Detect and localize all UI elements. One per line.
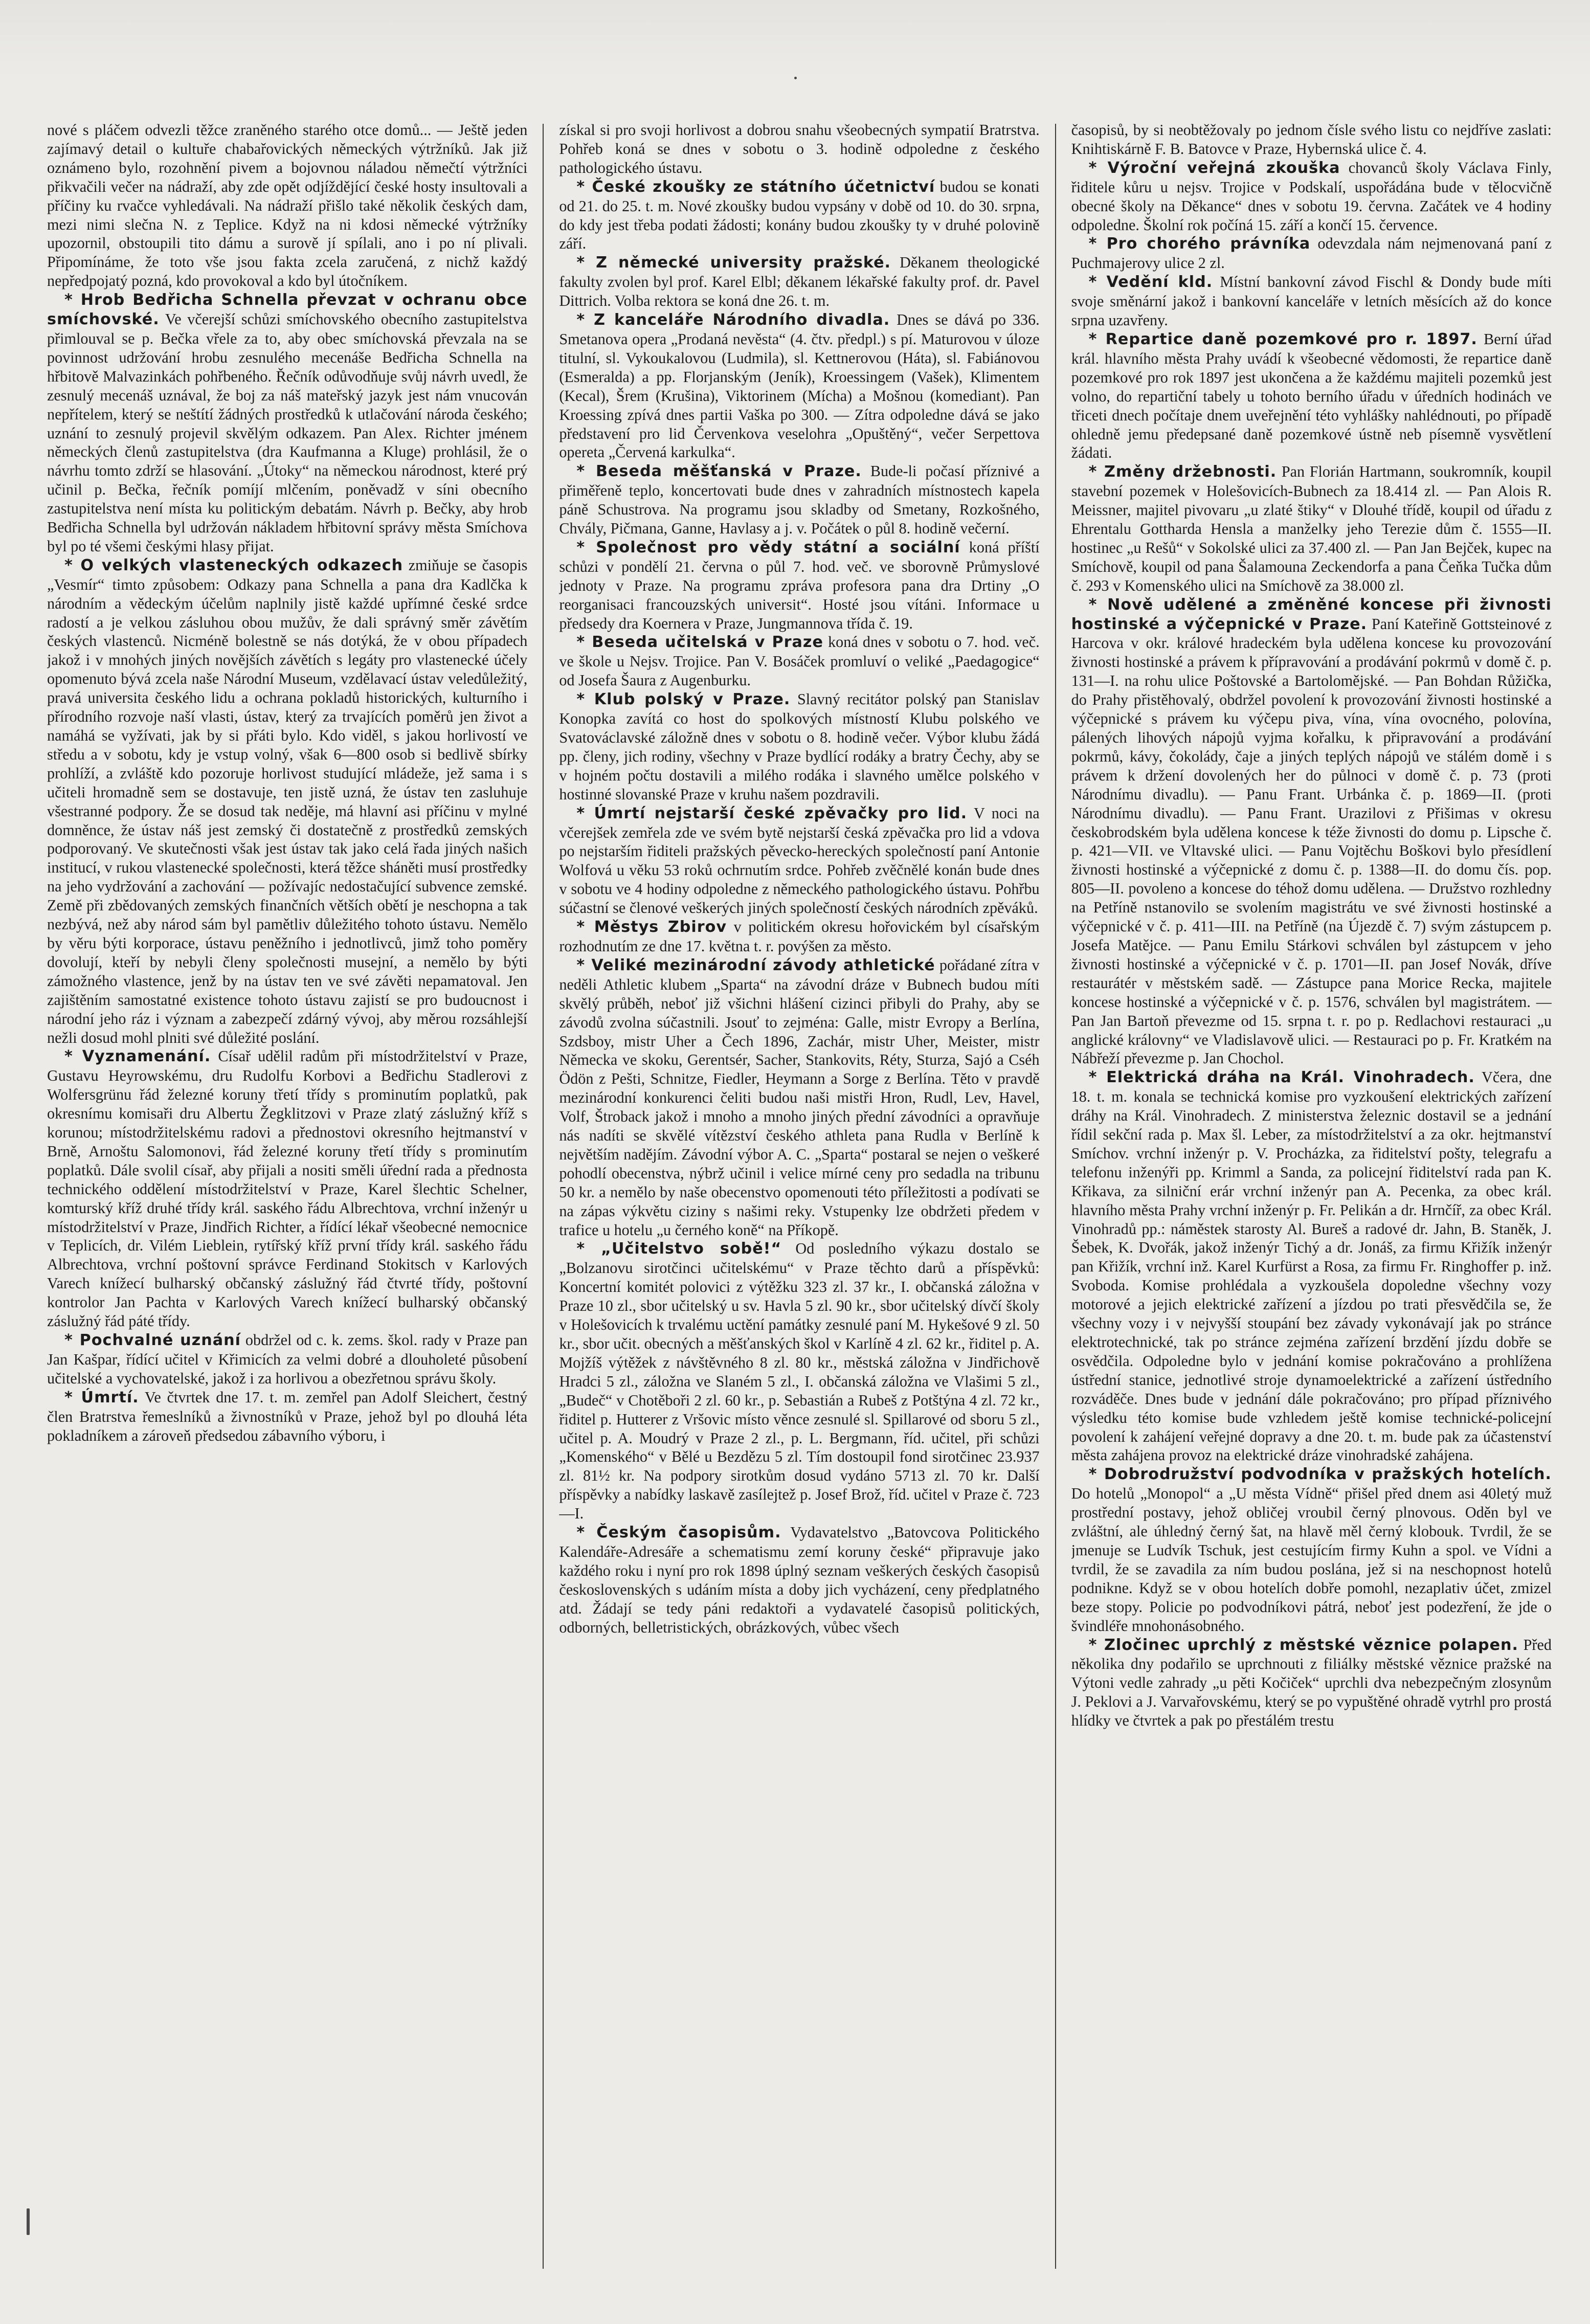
article-heading: * O velkých vlasteneckých odkazech: [64, 556, 404, 574]
article-paragraph: [559, 1523, 1039, 1637]
article-text: Místní bankovní závod Fischl & Dondy bude míti svoje směnární jakož i bankovní kanceláře v letních měsících až do konce srpna uzavřeny.: [1071, 273, 1552, 329]
article-paragraph: [559, 804, 1039, 918]
article-text: Ve čtvrtek dne 17. t. m. zemřel pan Adolf Sleichert, čestný člen Bratrstva řemeslníků a živnostníků v Praze, jehož byl po dlouhá léta pokladníkem a zároveň předsedou zábavního výboru, i: [47, 1388, 528, 1444]
article-heading: * České zkoušky ze státního účetnictví: [576, 177, 935, 196]
article-text: chovanců školy Václava Finly, řiditele kůru u nejsv. Trojice v Podskalí, uspořádána bude v tělocvičně obecné školy na Děkance“ dnes v sobotu 19. června. Začátek ve 4 hodiny odpoledne. Školní rok počíná 15. září a končí 15. července.: [1071, 159, 1552, 234]
article-paragraph: [47, 1331, 527, 1388]
article-paragraph: [1071, 121, 1552, 159]
article-paragraph: [559, 177, 1039, 254]
article-paragraph: [559, 538, 1039, 633]
article-heading: * Elektrická dráha na Král. Vinohradech.: [1088, 1068, 1475, 1087]
article-heading: * Z kanceláře Národního divadla.: [576, 311, 890, 329]
article-text: odevzdala nám nejmenovaná paní z Puchmajerovy ulice 2 zl.: [1071, 235, 1552, 272]
article-paragraph: [47, 556, 527, 1047]
article-paragraph: [559, 1239, 1039, 1523]
newspaper-page: [47, 121, 1552, 2269]
article-paragraph: [559, 310, 1039, 462]
article-heading: * Zločinec uprchlý z městské věznice polapen.: [1088, 1636, 1519, 1654]
article-paragraph: [559, 690, 1039, 803]
article-paragraph: [1071, 1068, 1552, 1465]
article-text: Císař udělil radům při místodržitelství v Praze, Gustavu Heyrowskému, dru Rudolfu Korbovi a Bedřichu Stadlerovi z Wolfersgrünu řád železné koruny třetí třídy s prominutím poplatků, pak okresnímu komisaři dru Albertu Žegklitzovi v Praze zlatý záslužný kříž s korunou; místodržitelskému radovi a přednostovi okresního hejtmanství v Brně, Arnoštu Salomonovi, řád železné koruny třetí třídy s prominutím poplatků. Dále svolil císař, aby přijali a nositi směli úřední rada a přednosta technického oddělení místodržitelství v Praze, Karel šlechtic Schelner, komturský kříž druhé třídy král. saského řádu Albrechtova, vrchní inženýr u místodržitelství v Praze, Jindřich Richter, a řídící lékař všeobecné nemocnice v Teplicích, dr. Vilém Lieblein, rytířský kříž první třídy král. saského řádu Albrechtova, vrchní poštovní správce Ferdinand Stokitsch v Karlových Varech knížecí bulharský občanský záslužný řád čtvrté třídy, poštovní kontrolor Jan Pachta v Karlových Varech knížecí bulharský občanský záslužný řád páté třídy.: [47, 1047, 528, 1330]
article-text: Pan Florián Hartmann, soukromník, koupil stavební pozemek v Holešovicích-Bubnech za 18.414 zl. — Pan Alois R. Meissner, majitel pivovaru „u zlaté štiky“ v Dlouhé třídě, koupil od úřadu z Ehrentalu Gottharda Hensla a manželky jeho Terezie dům č. 1555—II. hostinec „u Rešů“ v Sokolské ulici za 37.400 zl. — Pan Jan Bejček, kupec na Smíchově, koupil od pana Šalamouna Zeckendorfa a pana Čeňka Tučka dům č. 293 v Komenského ulici na Smíchově za 38.000 zl.: [1071, 463, 1552, 594]
article-text: Od posledního výkazu dostalo se „Bolzanovu sirotčinci učitelskému“ v Praze těchto darů a příspěvků: Koncertní komitét polovici z výtěžku 323 zl. 37 kr., I. občanská záložna v Praze 10 zl., sbor učitelský u sv. Havla 5 zl. 90 kr., sbor učitelský dívčí školy v Holešovicích k trvalému uctění památky zesnulé paní M. Hykešové 9 zl. 50 kr., sbor učit. obecných a měšťanských škol v Karlíně 4 zl. 62 kr., řiditel p. A. Mojžíš výtěžek z návštěvného 8 zl. 80 kr., městská záložna v Jindřichově Hradci 5 zl., záložna ve Slaném 5 zl., I. občanská záložna ve Vlašimi 5 zl., „Budeč“ v Chotěboři 2 zl. 60 kr., p. Sebastián a Rubeš z Potštýna 4 zl. 72 kr., řiditel p. Hutterer z Vršovic místo věnce zesnulé sl. Spillarové od sboru 5 zl., učitel p. A. Moudrý v Praze 2 zl., p. L. Bergmann, říd. učitel, při schůzi „Komenského“ v Bělé u Bezdězu 5 zl. Tím dostoupil fond sirotčinec 23.937 zl. 81½ kr. Na podpory sirotkům dosud vydáno 5713 zl. 70 kr. Další příspěvky a nabídky laskavě zasílejtež p. Josef Brož, říd. učitel v Praze č. 723—I.: [559, 1240, 1040, 1523]
article-paragraph: [47, 1047, 527, 1331]
article-heading: * Společnost pro vědy státní a sociální: [576, 538, 960, 556]
article-heading: * Dobrodružství podvodníka v pražských hotelích.: [1088, 1465, 1552, 1484]
article-text: Ve včerejší schůzi smíchovského obecního zastupitelstva přimlouval se p. Bečka vřele za to, aby obec smíchovská převzala na se povinnost udržování hrobu zesnulého mecenáše Bedřicha Schnella na hřbitově Malvazinkách pohřbeného. Řečník odůvodňuje svůj návrh uvedl, že zesnulý mecenáš uznával, že boj za náš mateřský jazyk jest nám vnucován nepřítelem, který se neštítí žádných prostředků k utlačování národa českého; uznání to zesnulý projevil skvělým odkazem. Pan Alex. Richter jménem německých členů zastupitelstva (dra Kaufmanna a Kluge) prohlásil, že o návrhu tomto zdrží se hlasování. „Útoky“ na německou národnost, které prý učinil p. Bečka, řečník pomíjí mlčením, poněvadž v síni obecního zastupitelstva není místa ku politickým debatám. Návrh p. Bečky, aby hrob Bedřicha Schnella byl udržován nákladem hřbitovní správy města Smíchova byl po té všemi českými hlasy přijat.: [47, 310, 528, 555]
article-heading: * Úmrtí.: [64, 1388, 139, 1406]
article-paragraph: [1071, 462, 1552, 595]
article-heading: * Pro chorého právníka: [1088, 235, 1311, 253]
article-paragraph: [1071, 159, 1552, 235]
article-heading: * „Učitelstvo sobě!“: [576, 1240, 782, 1258]
column-rule: [543, 124, 544, 2269]
column-3: [1071, 121, 1552, 2269]
article-heading: * Beseda měšťanská v Praze.: [576, 462, 862, 481]
article-paragraph: [559, 633, 1039, 690]
article-text: Bude-li počasí příznivé a přiměřeně teplo, koncertovati bude dnes v zahradních místnostech kapela páně Schustrova. Na programu jsou skladby od Smetany, Rozkošného, Chvály, Pičmana, Ganne, Havlasy a j. v. Počátek o půl 8. hodině večerní.: [559, 462, 1040, 538]
article-text: Paní Kateřině Gottsteinové z Harcova v okr. králové hradeckém byla udělena koncese ku provozování živnosti hostinské a právem k přípravování a prodávání pokrmů v domě č. p. 131—I. na rohu ulice Poštovské a Bartolomějské. — Pan Bohdan Růžička, do Prahy přistěhovalý, obdržel povolení k provozování živnosti hostinské a výčepnické s právem ku výčepu piva, vína, vína ovocného, polovína, pálených lihových nápojů vyjma kořalku, k připravování a prodávání pokrmů, kávy, čokolády, čaje a jiných teplých nápojů ve stálém domě i s právem k držení dovolených her do půlnoci v domě č. p. 73 (proti Národnímu divadlu). — Panu Frant. Urbánka č. p. 1869—II. (proti Národnímu divadlu). — Panu Frant. Urazilovi z Přišimas v okresu českobrodském byla udělena koncese k téže živnosti do domu p. Lipsche č. p. 421—VII. ve Vltavské ulici. — Panu Vojtěchu Boškovi bylo přesídlení živnosti hostinské a výčepnické z domu č. p. 1388—II. do domu čís. pop. 805—II. povoleno a koncese do téhož domu udělena. — Družstvo rozhledny na Petříně nstanovilo se svolením magistrátu ve své živnosti hostinské a výčepnické v č. p. 411—III. na Petříně (na Újezdě č. 7) svým zástupcem p. Josefa Matějce. — Panu Emilu Stárkovi schválen byl zástupcem v jeho živnosti hostinské a výčepnické v č. p. 1701—II. pan Josef Novák, dříve restaurátér v městském sadě. — Zástupce pana Morice Recka, majitele koncese hostinské a výčepnické v č. p. 1576, schválen byl magistrátem. — Pan Jan Bartoň převezme od 15. srpna t. r. po p. Redlachovi restauraci „u anglické královny“ ve Vladislavově ulici. — Restauraci po p. Fr. Kratkém na Nábřeží převezme p. Jan Chochol.: [1071, 615, 1552, 1067]
article-text: zmiňuje se časopis „Vesmír“ timto způsobem: Odkazy pana Schnella a pana dra Kadlčka k národním a vědeckým účelům naplnily jistě každé upřímné české srdce radostí a je velkou zásluhou obou mužův, že dali správný směr závětím českých vlastenců. Nicméně bolestně se nás dotýká, že v obou případech jakož i v mnohých jiných novějších závětích s legáty pro vlastenecké účely opomenuto bývá zcela naše Národní Museum, vzdělavací ústav veledůležitý, pravá universita českého lidu a ochrana pokladů historických, kulturního i přírodního rozvoje naší vlasti, ústav, který za trvajících poměrů jen život a namáhá se vyžívati, jak by si přáti bylo. Kdo viděl, s jakou horlivostí ve středu a v sobotu, kdy je vstup volný, však 6—800 osob si bedlivě sbírky prohlíží, a zvláště kdo pozoruje horlivost studující mládeže, jež sama i s učiteli hromadně sem se dostavuje, ten jistě uzná, že ústav ten zasluhuje všestranné podpory. Že se dosud tak neděje, má hlavní asi příčinu v mylné domněnce, že ústav náš jest zemský či dostatečně z prostředků zemských podporovaný. Ve skutečnosti však jest ústav tak jako celá řada jiných našich institucí, v rukou vlastenecké společnosti, která těžce sháněti musí prostředky na jeho vydržování a zachování — požívajíc nedostačující subvence zemské. Země při zbědovaných zemských finančních větších obětí je neschopna a tak nezbývá, než aby národ sám byl pamětliv důležitého tohoto ústavu. Nemělo by věru býti korporace, ústavu peněžního i jednotlivců, jimž toho poměry dovolují, kteří by nebyli členy společnosti musejní, a nemělo by býti zámožného vlastence, jenž by na ústav ten ve své závěti nepamatoval. Jen zajištěním samostatné existence tohoto ústavu zajistí se pro budoucnost i národní jeho ráz i význam a zabezpečí zdárný vývoj, aby měrou rozsáhlejší nežli dosud mohl plniti své důležité poslání.: [47, 556, 528, 1046]
article-paragraph: [1071, 234, 1552, 273]
article-heading: * Českým časopisům.: [576, 1524, 781, 1542]
article-heading: * Pochvalné uznání: [64, 1331, 241, 1349]
article-text: časopisů, by si neobtěžovaly po jednom čísle svého listu co nejdříve zaslati: Knihtiskárně F. B. Batovce v Praze, Hybernská ulice č. 4.: [1071, 121, 1552, 158]
article-heading: * Nově udělené a změněné koncese při živnosti hostinské a výčepnické v Praze.: [1071, 595, 1552, 633]
article-paragraph: [47, 121, 527, 290]
article-heading: * Městys Zbirov: [576, 918, 727, 936]
article-heading: * Repartice daně pozemkové pro r. 1897.: [1088, 330, 1477, 348]
article-text: Slavný recitátor polský pan Stanislav Konopka zavítá co host do spolkových místností Klubu polského ve Svatováclavské záložně dnes v sobotu o 8. hodině večer. Výbor klubu žádá pp. členy, jich rodiny, všechny v Praze bydlící rodáky a bratry Čechy, aby se v hojném počtu dostavili a milého rodáka i slavného umělce polského v hostinné slovanské Praze v kruhu našem pozdravili.: [559, 690, 1040, 803]
article-heading: * Hrob Bedřicha Schnella převzat v ochranu obce smíchovské.: [47, 291, 528, 329]
article-paragraph: [559, 462, 1039, 538]
article-text: Berní úřad král. hlavního města Prahy uvádí k všeobecné vědomosti, že repartice daně pozemkové pro rok 1897 jest ukončena a že každému majiteli pozemků jest volno, do repartiční tabely u tohoto berního úřadu v úředních hodinách ve třiceti dnech počítaje dnem uveřejnění této vyhlášky nahlédnouti, po případě ohledně jemu předepsané daně pozemkové ústně neb písemně vysvětlení žádati.: [1071, 330, 1552, 462]
article-heading: * Klub polský v Praze.: [576, 690, 791, 709]
article-heading: * Z německé university pražské.: [576, 254, 891, 272]
article-text: v politickém okresu hořovickém byl císařským rozhodnutím ze dne 17. května t. r. povýšen za město.: [559, 918, 1040, 955]
article-heading: * Vedění kld.: [1088, 273, 1213, 292]
column-2: [559, 121, 1039, 2269]
article-paragraph: [559, 253, 1039, 310]
article-text: Včera, dne 18. t. m. konala se technická komise pro vyzkoušení elektrických zařízení dráhy na Král. Vinohradech. Z ministerstva železnic dostavil se a jednání řídil sekční rada p. Max šl. Leber, za místodržitelství a za okr. hejtmanství Smíchov. vrchní inženýr p. V. Procházka, za řiditelství pošty, telegrafu a telefonu inženýři pp. Krimml a Sanda, za policejní řiditelství rada pan K. Křikava, za silniční erár vrchní inženýr pan A. Pecenka, za obec král. hlavního města Prahy vrchní inženýr p. Fr. Pelikán a dr. Hrnčíř, za obec Král. Vinohradů pp.: náměstek starosty Al. Bureš a radové dr. Jahn, B. Staněk, J. Šebek, K. Dvořák, jakož inženýr Tichý a dr. Jonáš, za firmu Křižík inženýr pan Křižík, vrchní inž. Karel Kurfürst a Rosa, za firmu Fr. Ringhoffer p. inž. Svoboda. Komise prohlédala a vyzkoušela dopoledne všechny vozy motorové a jejich elektrické zařízení a jízdou po trati přesvědčila se, že všechny vozy i v nejvyšší stoupání bez závady vykonávají jak po stránce elektrotechnické, tak po stránce zejména zařízení brzdění jízdu dobře se osvědčila. Odpoledne bylo v jednání komise pokračováno a prohlížena ústřední stanice, jednotlivé stroje dynamoelektrické a zařízení ústředního rozváděče. Dnes bude v jednání dále pokračováno; pro případ příznivého výsledku této komise bude vzhledem ještě komise technické-policejní povolení k zahájení veřejné dopravy a dne 20. t. m. bude pak za účastenství města zahájena provoz na elektrické dráze vinohradské zahájena.: [1071, 1068, 1552, 1464]
article-text: Děkanem theologické fakulty zvolen byl prof. Karel Elbl; děkanem lékařské fakulty prof. dr. Pavel Dittrich. Volba rektora se koná dne 26. t. m.: [559, 254, 1040, 310]
article-text: Vydavatelstvo „Batovcova Politického Kalendáře-Adresáře a schematismu zemí koruny české“ připravuje jako každého roku i nyní pro rok 1898 úplný seznam veškerých českých časopisů československých s udáním místa a doby jich vycházení, ceny předplatného atd. Žádají se tedy páni redaktoři a vydavatelé časopisů politických, odborných, belletristických, obrázkových, vůbec všech: [559, 1524, 1040, 1636]
article-paragraph: [1071, 273, 1552, 330]
article-text: koná příští schůzi v pondělí 21. června o půl 7. hod. več. ve sborovně Průmyslové jednoty v Praze. Na programu zpráva profesora pana dra Drtiny „O reorganisaci francouzských universit“. Hosté jsou vítáni. Informace u předsedy dra Koernera v Praze, Jungmannova třída č. 19.: [559, 538, 1040, 632]
article-text: Před několika dny podařilo se uprchnouti z filiálky městské věznice pražské na Výtoni vedle zahrady „u pěti Kočiček“ uprchli dva nebezpečným zlosynům J. Peklovi a J. Varvařovskému, který se po vypuštěné ohradě vytrhl pro prostá hlídky ve čtvrtek a pak po přestálém trestu: [1071, 1636, 1552, 1730]
article-heading: * Veliké mezinárodní závody athletické: [576, 956, 935, 974]
column-1: [47, 121, 527, 2269]
article-paragraph: [1071, 1636, 1552, 1731]
scan-top-shade: [0, 0, 1590, 77]
article-heading: * Výroční veřejná zkouška: [1088, 159, 1340, 177]
article-text: nové s pláčem odvezli těžce zraněného starého otce domů... — Ještě jeden zajímavý detail o kultuře chabařovických německých výtržníků. Jak již oznámeno bylo, rozohnění pivem a bojovnou náladou němečtí výtržníci přikvačili večer na nádraží, aby zde opět odjíždějící české hosty insultovali a příčiny ku rvačce vyhledávali. Na nádraží přišlo také několik českých dam, mezi nimi slečna N. z Teplice. Když na ni kdosi německé výtržníky upozornil, obstoupili tito dámu a surově jí spílali, ano i po ní plivali. Připomínáme, že toto vše jsou fakta zcela zaručená, z nichž každý nepředpojatý pozná, kdo provokoval a kdo byl útočníkem.: [47, 121, 528, 290]
article-text: budou se konati od 21. do 25. t. m. Nové zkoušky budou vypsány v době od 10. do 30. srpna, do kdy jest třeba podati žádosti; konány budou zkoušky ty v druhé polovině září.: [559, 177, 1040, 253]
article-text: obdržel od c. k. zems. škol. rady v Praze pan Jan Kašpar, řídící učitel v Křimicích za velmi dobré a dlouholeté působení učitelské a vychovatelské, jakož i za horlivou a obezřetnou správu školy.: [47, 1331, 528, 1387]
article-text: Dnes se dává po 336. Smetanova opera „Prodaná nevěsta“ (4. čtv. předpl.) s pí. Maturovou v úloze titulní, sl. Vykoukalovou (Ludmila), sl. Kettnerovou (Háta), sl. Fabiánovou (Esmeralda) a pp. Florjanským (Jeník), Kroessingem (Vašek), Klimentem (Kecal), Šrem (Krušina), Viktorinem (Mícha) a Mošnou (komediant). Pan Kroessing zpívá dnes partii Vaška po 300. — Zítra odpoledne dává se jako představení pro lid Červenkova veselohra „Opuštěný“, večer Serpettova opereta „Červená karkulka“.: [559, 311, 1040, 461]
article-text: V noci na včerejšek zemřela zde ve svém bytě nejstarší česká zpěvačka pro lid a vdova po nejstarším řiditeli pražských pěvecko-hereckých společností paní Antonie Wolfová u věku 53 roků ochrnutím srdce. Pohřeb zvěčnělé konán bude dnes v sobotu ve 4 hodiny odpoledne z německého pathologického ústavu. Pohřbu súčastní se členové veškerých jiných společností českých národních zpěváků.: [559, 804, 1040, 917]
article-text: Do hotelů „Monopol“ a „U města Vídně“ přišel před dnem asi 40letý muž prostřední postavy, jehož obličej vroubil černý plnovous. Oděn byl ve zvláštní, ale úhledný černý šat, na hlavě měl černý klobouk. Tvrdil, že se jmenuje se Ludvík Tschuk, jest cestujícím firmy Kuhn a spol. ve Vídni a tvrdil, že se zavadila za ním budou poslána, jež si na neschopnost hotelů podnikne. Když se v obou hotelích dobře pomohl, nezaplativ účet, zmizel beze stopy. Policie po podvodníkovi pátrá, neboť jest podezření, že jde o švindléře mnohonásobného.: [1071, 1485, 1552, 1635]
column-rule: [1055, 124, 1056, 2269]
article-paragraph: [559, 918, 1039, 956]
article-paragraph: [47, 290, 527, 556]
article-text: pořádané zítra v neděli Athletic klubem „Sparta“ na závodní dráze v Bubnech budou míti skvělý průběh, neboť již všichni hlášení cizinci přibyli do Prahy, aby se závodů zvolna súčastnili. Jsouť to zejména: Galle, mistr Evropy a Berlína, Szdsboy, mistr Uher a Čech 1896, Zachár, mistr Uher, Meister, mistr Německa ve skoku, Gerentsér, Sacher, Stankovits, Réty, Sturza, Sajó a Cséh Ödön z Pešti, Schnitze, Fiedler, Heymann a Sorge z Berlína. Těto v pravdě mezinárodní konkurenci čeliti budou naši mistři Hron, Rudl, Lev, Havel, Volf, Štroback jakož i mnoho a mnoho jiných přední závodníci a opravňuje nás nadíti se skvělé vítězství českého athleta pana Rudla v Berlíně k největším nadějím. Závodní výbor A. C. „Sparta“ postaral se nejen o veškeré pohodlí obecenstva, nýbrž učinil i velice mírné ceny pro sedadla na tribunu 50 kr. a nemělo by naše obecenstvo opomenouti této příležitosti a podívati se na zápas výkvětu ciziny s našimi reky. Vstupenky lze obdržeti předem v trafice u hotelu „u černého koně“ na Příkopě.: [559, 956, 1040, 1239]
article-paragraph: [1071, 595, 1552, 1068]
article-paragraph: [1071, 1465, 1552, 1635]
article-heading: * Vyznamenání.: [64, 1047, 211, 1066]
article-paragraph: [559, 956, 1039, 1240]
article-paragraph: [559, 121, 1039, 177]
article-heading: * Změny držebnosti.: [1088, 463, 1277, 481]
article-heading: * Úmrtí nejstarší české zpěvačky pro lid.: [576, 804, 968, 822]
article-text: získal si pro svoji horlivost a dobrou snahu všeobecných sympatií Bratrstva. Pohřeb koná se dnes v sobotu o 3. hodině odpoledne z českého pathologického ústavu.: [559, 121, 1040, 176]
article-text: koná dnes v sobotu o 7. hod. več. ve škole u Nejsv. Trojice. Pan V. Bosáček promluví o veliké „Paedagogice“ od Josefa Šaura z Augenburku.: [559, 633, 1040, 689]
article-heading: * Beseda učitelská v Praze: [576, 633, 823, 652]
article-paragraph: [47, 1388, 527, 1445]
scan-dot: [794, 77, 797, 79]
margin-mark: [27, 2208, 30, 2235]
article-paragraph: [1071, 330, 1552, 462]
